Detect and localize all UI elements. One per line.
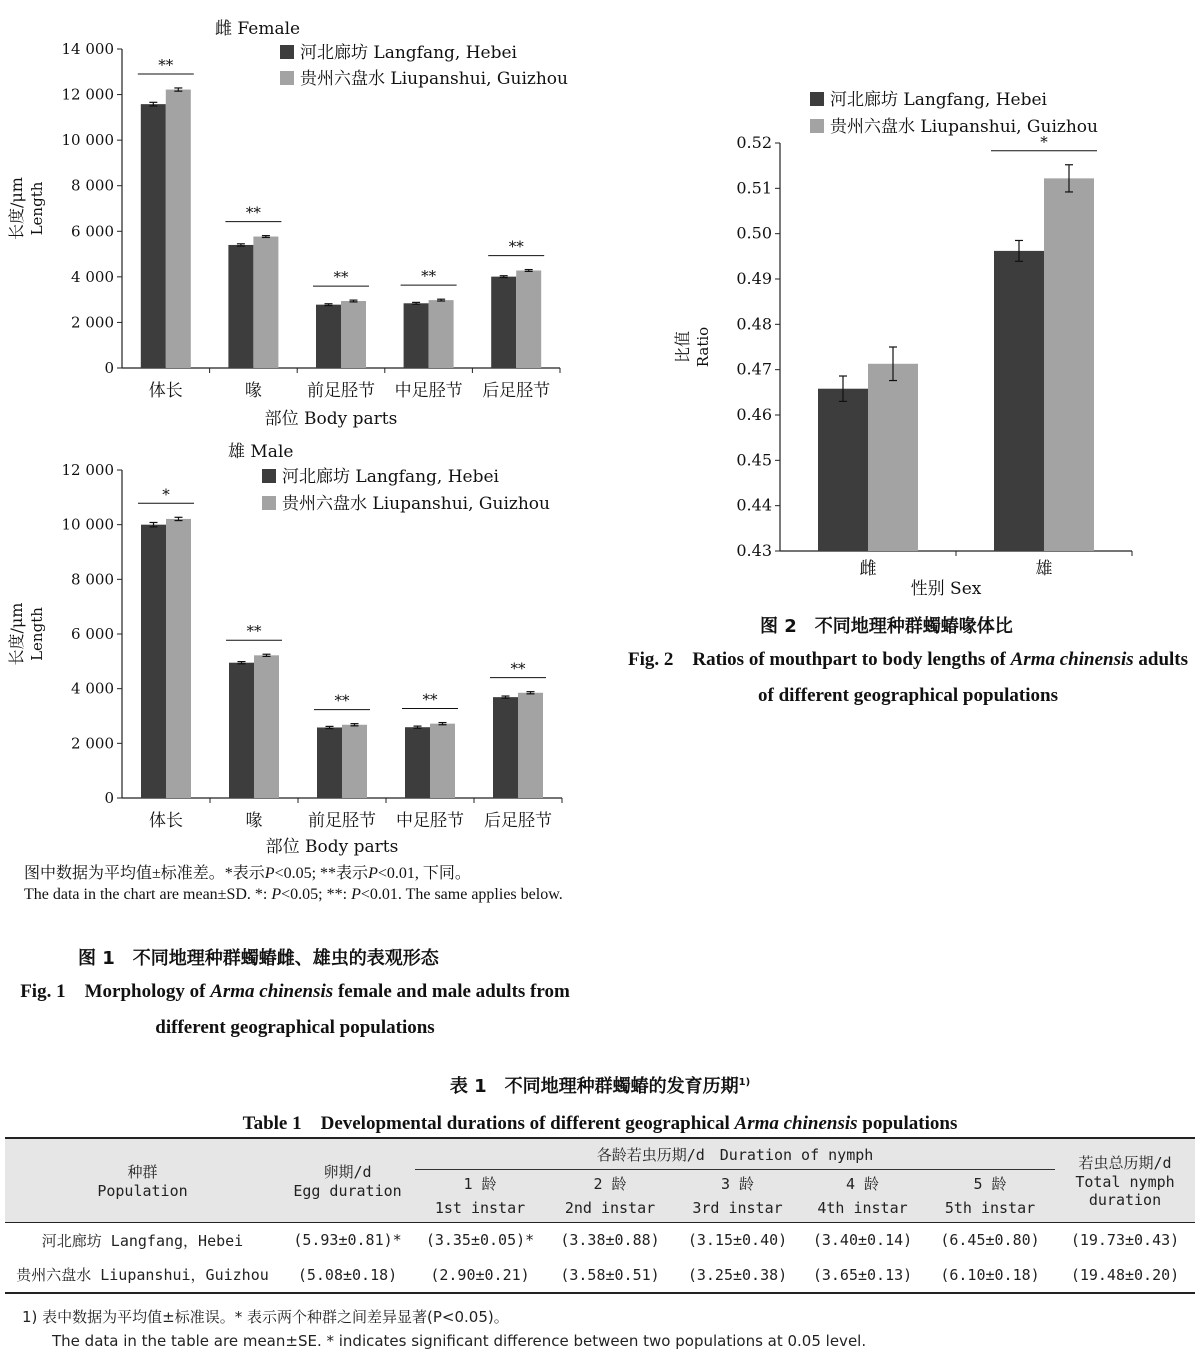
x-axis-label: 性别 Sex [910,579,982,599]
y-tick-label: 2 000 [71,734,114,753]
table1-footnote-cn: 1) 表中数据为平均值±标准误。* 表示两个种群之间差异显著(P<0.05)。 [22,1308,509,1326]
y-axis-label-en: Length [28,607,46,661]
y-tick-label: 0.50 [736,223,772,243]
table-row [5,1258,1195,1293]
bar-langfang [493,697,518,798]
bar-langfang [317,727,342,798]
fig1-note-cn: 图中数据为平均值±标准差。*表示P<0.05; **表示P<0.01, 下同。 [24,865,471,882]
bar-langfang [229,663,254,798]
significance-mark: ** [422,690,438,709]
table-cell: (5.93±0.81)* [280,1223,415,1258]
y-axis-label-en: Ratio [694,326,712,368]
x-axis-label: 部位 Body parts [265,837,399,857]
development-table [5,1137,1195,1294]
x-tick-label: 前足胫节 [308,811,376,831]
bar-langfang [228,245,253,368]
row-population: 河北廊坊 Langfang，Hebei [5,1223,280,1258]
legend-label: 贵州六盘水 Liupanshui, Guizhou [830,117,1098,137]
significance-mark: * [1040,132,1048,151]
y-tick-label: 0.46 [736,405,772,424]
y-tick-label: 0.43 [736,541,772,560]
bar-langfang [404,303,429,368]
table-cell: (3.25±0.38) [687,1265,788,1284]
bar-langfang [818,389,868,551]
significance-mark: ** [421,267,437,286]
bar-langfang [994,251,1044,551]
y-tick-label: 4 000 [71,679,114,698]
y-tick-label: 0.49 [736,269,772,288]
y-tick-label: 4 000 [71,267,114,286]
y-tick-label: 14 000 [61,40,114,58]
header-instar-3: 3 龄 3rd instar [692,1175,783,1217]
fig1-note-en: The data in the chart are mean±SD. *: P<0.05; **: P<0.01. The same applies below. [24,886,563,903]
bar-langfang [491,277,516,368]
fig1-note [24,863,564,905]
header-instar-4: 4 龄 4th instar [817,1175,908,1217]
x-tick-label: 喙 [245,811,263,831]
x-tick-label: 前足胫节 [307,381,375,401]
header-egg: 卵期/d Egg duration [293,1163,402,1200]
bar-guizhou [430,724,455,798]
table1-title-en: Table 1 Developmental durations of different geographical Arma chinensis populations [242,1113,958,1134]
table-cell: (3.58±0.51) [560,1265,660,1284]
row-population: 贵州六盘水 Liupanshui，Guizhou [16,1266,269,1284]
significance-mark: ** [508,237,524,256]
y-tick-label: 0.47 [736,359,772,379]
legend-swatch [280,71,294,85]
legend-label: 河北廊坊 Langfang, Hebei [300,43,517,63]
x-tick-label: 雌 [859,559,877,579]
header-population: 种群 Population [97,1163,188,1200]
table-cell: (6.10±0.18) [940,1265,1040,1284]
header-total: 若虫总历期/d Total nymph duration [1075,1154,1175,1209]
bar-guizhou [518,693,543,798]
table-cell: (3.40±0.14) [800,1223,925,1258]
bar-guizhou [254,655,279,798]
bar-guizhou [341,301,366,368]
y-axis-label-cn: 长度/μm [7,602,26,666]
bar-langfang [141,525,166,798]
significance-mark: ** [510,659,526,678]
y-axis-label-cn: 长度/μm [7,177,26,240]
y-tick-label: 0.45 [736,450,772,470]
bar-guizhou [342,725,367,798]
y-tick-label: 0.44 [736,495,772,515]
bar-guizhou [166,90,191,368]
header-instar-2: 2 龄 2nd instar [564,1175,656,1217]
x-tick-label: 喙 [244,381,262,401]
bar-guizhou [253,237,278,368]
table-cell: (3.65±0.13) [812,1265,913,1284]
chart-title: 雄 Male [228,442,294,462]
y-tick-label: 2 000 [71,313,114,332]
table-cell: (3.15±0.40) [675,1223,800,1258]
table-cell: (2.90±0.21) [430,1265,530,1284]
x-tick-label: 中足胫节 [394,381,463,401]
x-tick-label: 雄 [1035,559,1053,579]
y-axis-label-en: Length [28,181,46,236]
legend-label: 贵州六盘水 Liupanshui, Guizhou [282,494,550,514]
bar-guizhou [429,300,454,368]
y-tick-label: 6 000 [71,222,114,241]
y-tick-label: 0 [104,789,114,807]
x-axis-label: 部位 Body parts [264,409,398,429]
significance-mark: ** [246,622,262,641]
header-nymph-group: 各龄若虫历期/d Duration of nymph [415,1138,1055,1170]
y-tick-label: 8 000 [71,570,114,589]
significance-mark: ** [245,203,261,222]
fig1-caption-en: Fig. 1 Morphology of Arma chinensis female and male adults from different geographical populations [20,981,570,1038]
table-cell: (3.35±0.05)* [415,1223,545,1258]
legend-swatch [262,469,276,483]
table-row [5,1223,1195,1258]
legend-label: 河北廊坊 Langfang, Hebei [282,467,499,487]
table1-title-cn: 表 1 不同地理种群蠋蝽的发育历期$^{1)}$ [449,1076,751,1097]
chart-title: 雌 Female [215,19,301,39]
significance-mark: ** [334,691,350,710]
significance-mark: ** [158,55,174,74]
table1-footnote-en: The data in the table are mean±SE. * indicates significant difference between two populations at 0.05 level. [52,1332,867,1350]
y-tick-label: 0.51 [736,178,772,198]
bar-langfang [316,305,341,368]
table-cell: (6.45±0.80) [925,1223,1055,1258]
y-tick-label: 8 000 [71,176,114,195]
y-tick-label: 0.52 [736,133,772,152]
y-tick-label: 10 000 [61,131,114,150]
header-instar-1: 1 龄 1st instar [434,1175,526,1217]
bar-guizhou [868,364,918,551]
legend-label: 贵州六盘水 Liupanshui, Guizhou [300,69,568,89]
table-cell: (5.08±0.18) [297,1265,398,1284]
fig2-caption-en: Fig. 2 Ratios of mouthpart to body lengths of Arma chinensis adults of different geographical populations [627,649,1189,706]
y-tick-label: 12 000 [61,461,114,479]
fig2-caption-cn: 图 2 不同地理种群蠋蝽喙体比 [760,616,1013,637]
header-instar-5: 5 龄 5th instar [944,1175,1036,1217]
legend-label: 河北廊坊 Langfang, Hebei [830,90,1047,110]
legend-swatch [810,92,824,106]
y-tick-label: 12 000 [61,85,114,104]
fig1-caption-cn: 图 1 不同地理种群蠋蝽雌、雄虫的表观形态 [78,948,439,969]
y-axis-label-cn: 比值 [673,330,692,364]
y-tick-label: 0.48 [736,314,772,334]
significance-mark: ** [333,268,349,287]
bar-langfang [405,727,430,798]
legend-swatch [810,119,824,133]
x-tick-label: 后足胫节 [484,811,552,831]
x-tick-label: 体长 [149,811,183,831]
significance-mark: * [162,485,170,504]
bar-guizhou [516,270,541,368]
bar-guizhou [166,519,191,798]
bar-guizhou [1044,178,1094,551]
bar-langfang [141,104,166,368]
y-tick-label: 6 000 [71,625,114,643]
legend-swatch [280,45,294,59]
x-tick-label: 中足胫节 [396,811,464,831]
table-cell: (19.73±0.43) [1055,1223,1195,1258]
x-tick-label: 后足胫节 [482,381,551,401]
y-tick-label: 10 000 [61,515,114,534]
table-cell: (19.48±0.20) [1070,1265,1180,1284]
x-tick-label: 体长 [148,381,183,401]
legend-swatch [262,496,276,510]
table-cell: (3.38±0.88) [545,1223,675,1258]
y-tick-label: 0 [104,359,114,377]
